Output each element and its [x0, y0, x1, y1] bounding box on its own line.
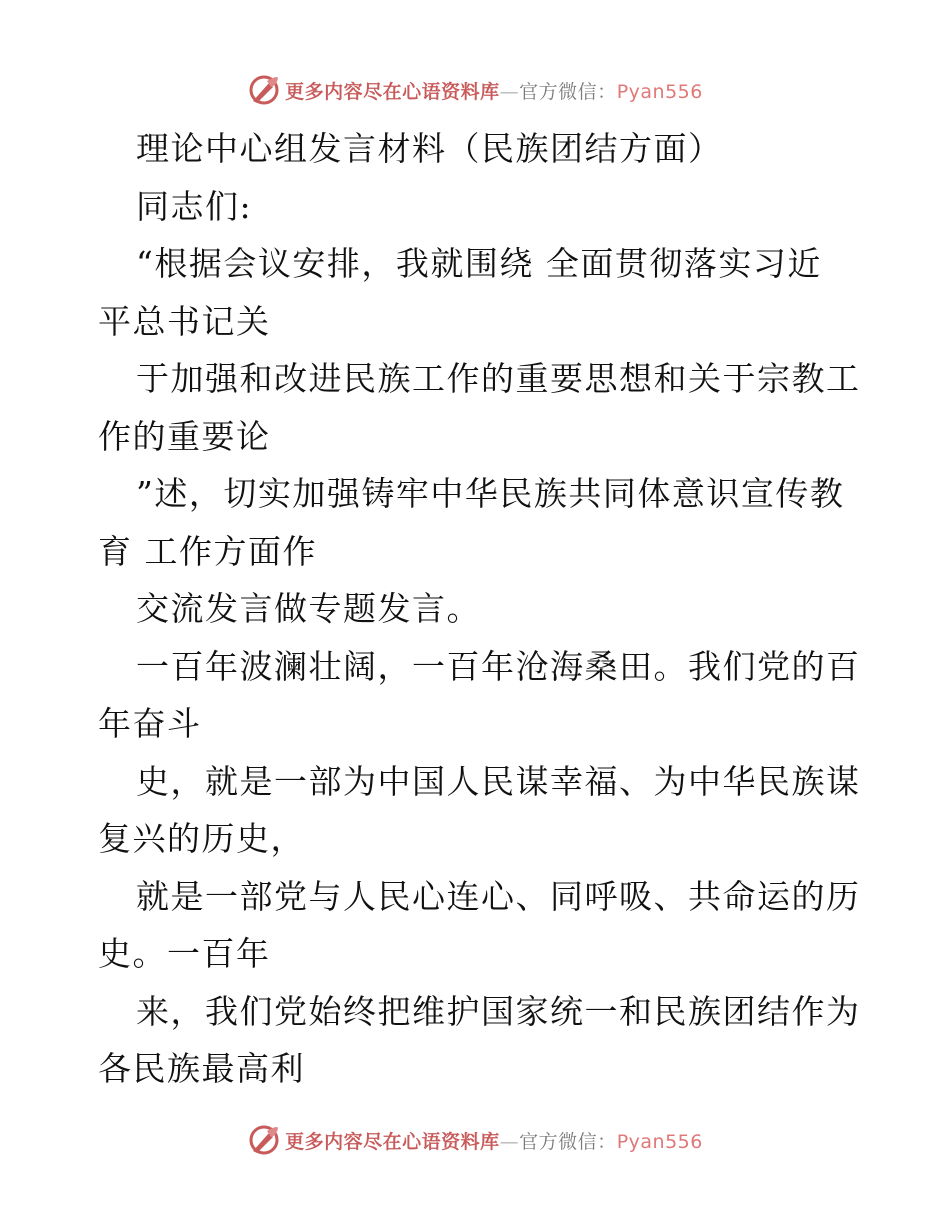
doc-line: 于加强和改进民族工作的重要思想和关于宗教工: [136, 359, 861, 398]
header-wechat-id: Pyan556: [616, 80, 703, 103]
footer-wechat-label: 官方微信：: [519, 1130, 617, 1153]
doc-line: “根据会议安排，我就围绕 全面贯彻落实习近: [136, 244, 822, 283]
doc-line: 史，就是一部为中国人民谋幸福、为中华民族谋: [136, 761, 861, 801]
doc-line: 各民族最高利: [98, 1049, 305, 1088]
header-wechat-label: 官方微信：: [519, 80, 617, 103]
footer-text: [285, 1127, 703, 1154]
document-body: [98, 120, 861, 1098]
doc-line: 一百年波澜壮阔，一百年沧海桑田。我们党的百: [136, 646, 861, 686]
doc-line: 就是一部党与人民心连心、同呼吸、共命运的历: [136, 876, 861, 916]
footer-separator: —: [499, 1130, 520, 1153]
doc-line: 复兴的历史，: [98, 819, 305, 858]
header-separator: —: [499, 80, 520, 103]
doc-line: 育 工作方面作: [98, 531, 317, 571]
doc-line: 交流发言做专题发言。: [136, 589, 481, 628]
doc-line: 史。一百年: [98, 934, 271, 973]
header-banner: [0, 70, 950, 110]
doc-line: 年奋斗: [98, 704, 202, 743]
doc-title: 理论中心组发言材料（民族团结方面）: [136, 129, 723, 168]
doc-line: 平总书记关: [98, 301, 271, 341]
doc-line: 同志们:: [136, 186, 253, 226]
header-text: [285, 77, 703, 104]
footer-banner: [0, 1120, 950, 1160]
doc-line: ”述，切实加强铸牢中华民族共同体意识宣传教: [136, 474, 845, 513]
footer-brand: 更多内容尽在心语资料库: [285, 1130, 500, 1153]
doc-line: 作的重要论: [98, 416, 271, 456]
quill-logo-icon: [247, 1123, 281, 1157]
header-brand: 更多内容尽在心语资料库: [285, 80, 500, 103]
footer-wechat-id: Pyan556: [616, 1130, 703, 1153]
doc-line: 来，我们党始终把维护国家统一和民族团结作为: [136, 991, 861, 1031]
quill-logo-icon: [247, 73, 281, 107]
